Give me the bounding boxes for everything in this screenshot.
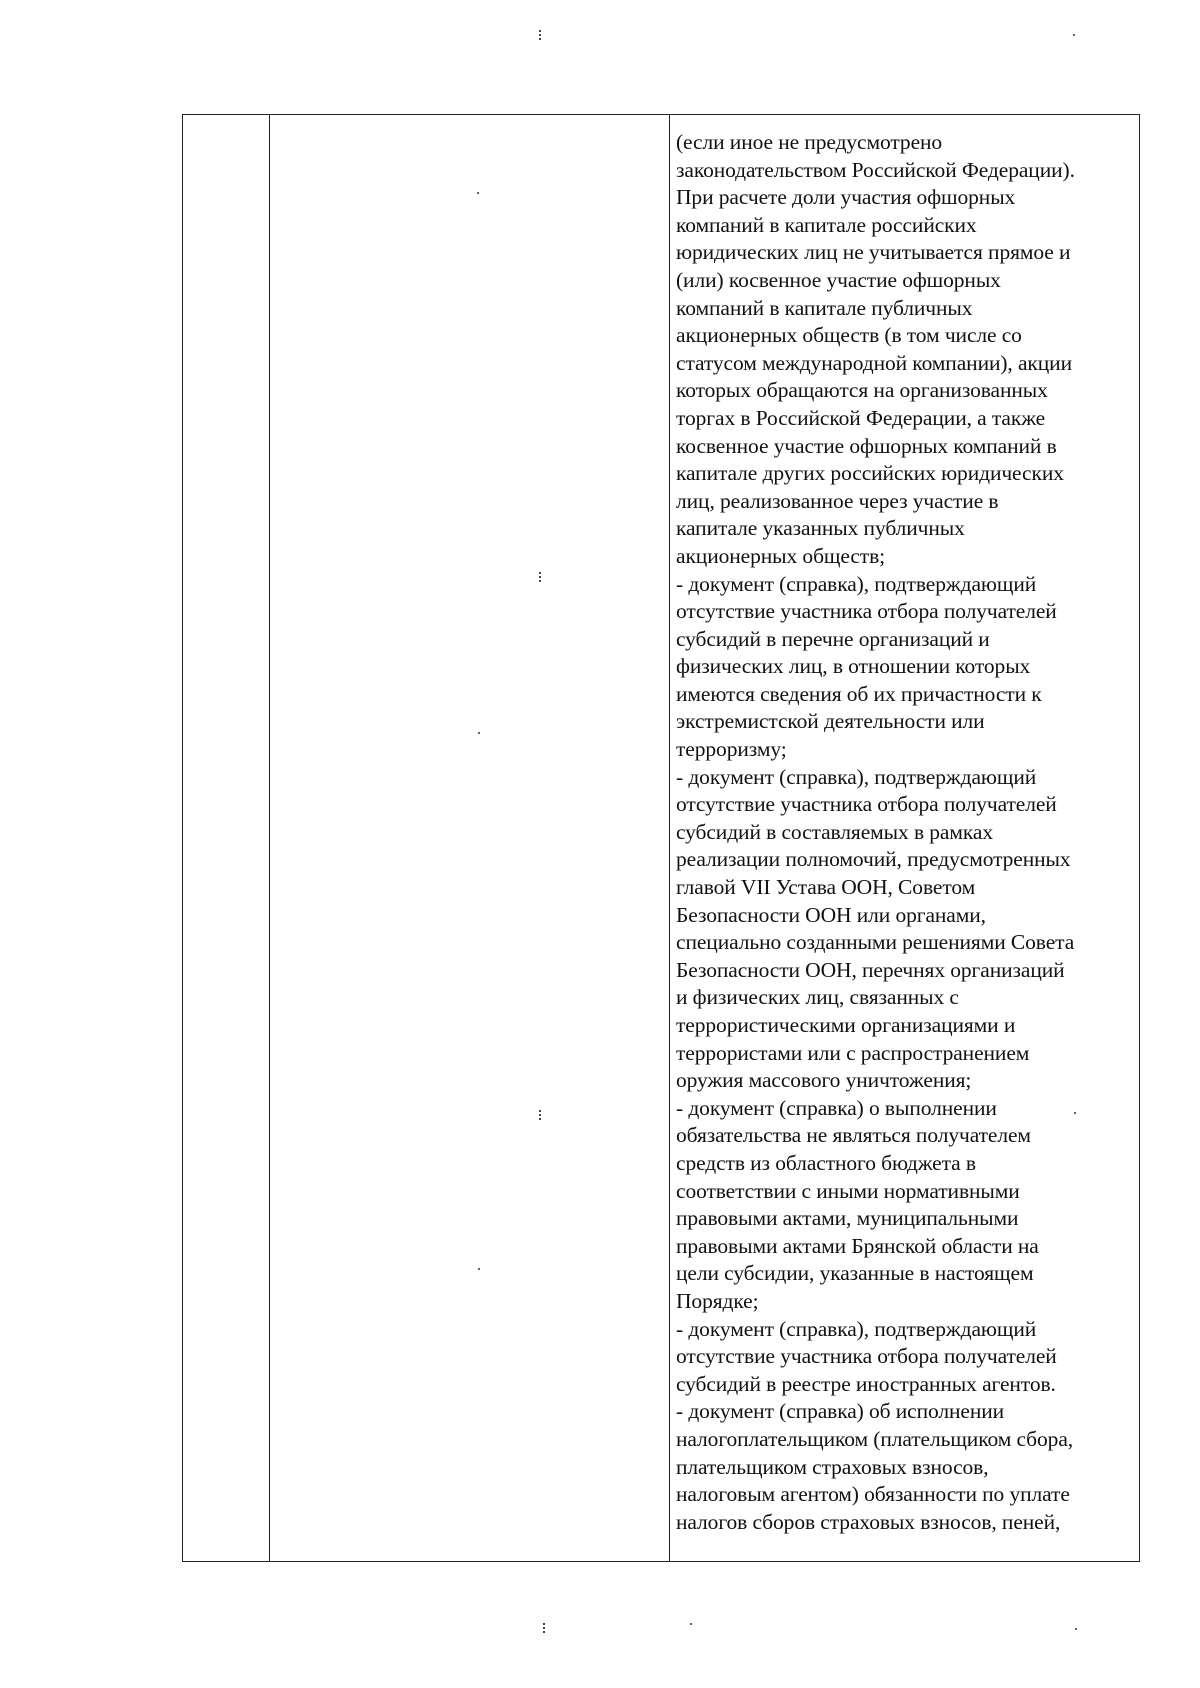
text-line: экстремистской деятельности или xyxy=(676,709,985,734)
text-line: и физических лиц, связанных с xyxy=(676,985,959,1010)
text-line: цели субсидии, указанные в настоящем xyxy=(676,1261,1034,1286)
text-line: соответствии с иными нормативными xyxy=(676,1178,1020,1203)
text-line: - документ (справка) об исполнении xyxy=(676,1399,1005,1424)
text-line: главой VII Устава ООН, Советом xyxy=(676,875,976,900)
text-line: - документ (справка), подтверждающий xyxy=(676,1316,1037,1341)
text-line: (или) косвенное участие офшорных xyxy=(676,267,1001,292)
text-line: реализации полномочий, предусмотренных xyxy=(676,847,1071,872)
text-line: капитале других российских юридических xyxy=(676,461,1064,486)
text-line: физических лиц, в отношении которых xyxy=(676,654,1031,679)
text-line: субсидий в перечне организаций и xyxy=(676,626,990,651)
text-line: террористическими организациями и xyxy=(676,1013,1016,1037)
text-line: терроризму; xyxy=(676,737,787,762)
text-line: - документ (справка), подтверждающий xyxy=(676,571,1037,596)
table-column-divider xyxy=(269,115,270,1561)
text-line: имеются сведения об их причастности к xyxy=(676,681,1042,706)
text-line: акционерных обществ (в том числе со xyxy=(676,323,1022,348)
text-line: - документ (справка), подтверждающий xyxy=(676,764,1037,789)
table-column-divider xyxy=(669,115,670,1561)
text-line: лиц, реализованное через участие в xyxy=(676,488,999,513)
text-line: средств из областного бюджета в xyxy=(676,1150,976,1175)
text-line: которых обращаются на организованных xyxy=(676,378,1048,403)
table-cell-text xyxy=(676,129,1136,1536)
document-table xyxy=(182,114,1140,1562)
text-line: статусом международной компании), акции xyxy=(676,350,1072,375)
text-line: оружия массового уничтожения; xyxy=(676,1068,972,1093)
scan-speck xyxy=(539,30,543,40)
text-line: плательщиком страховых взносов, xyxy=(676,1454,989,1479)
text-line: Безопасности ООН, перечнях организаций xyxy=(676,957,1065,982)
text-line: компаний в капитале российских xyxy=(676,212,977,237)
text-line: юридических лиц не учитывается прямое и xyxy=(676,240,1071,265)
text-line: Порядке; xyxy=(676,1288,759,1313)
text-line: отсутствие участника отбора получателей xyxy=(676,1344,1057,1369)
text-line: косвенное участие офшорных компаний в xyxy=(676,433,1057,458)
text-line: террористами или с распространением xyxy=(676,1040,1030,1065)
scan-speck xyxy=(1075,1628,1077,1630)
text-line: капитале указанных публичных xyxy=(676,516,965,541)
text-line: отсутствие участника отбора получателей xyxy=(676,599,1057,624)
text-line: законодательством Российской Федерации). xyxy=(676,157,1075,182)
text-line: специально созданными решениями Совета xyxy=(676,930,1075,955)
scan-speck xyxy=(1073,34,1075,36)
text-line: налоговым агентом) обязанности по уплате xyxy=(676,1482,1070,1507)
text-line: При расчете доли участия офшорных xyxy=(676,185,1016,210)
text-line: торгах в Российской Федерации, а также xyxy=(676,405,1046,430)
scan-speck xyxy=(543,1623,547,1633)
text-line: акционерных обществ; xyxy=(676,543,886,568)
text-line: субсидий в реестре иностранных агентов. xyxy=(676,1371,1056,1396)
text-line: налогоплательщиком (плательщиком сбора, xyxy=(676,1426,1074,1451)
text-line: отсутствие участника отбора получателей xyxy=(676,792,1057,817)
text-line: субсидий в составляемых в рамках xyxy=(676,819,993,844)
text-line: (если иное не предусмотрено xyxy=(676,130,943,154)
text-line: обязательства не являться получателем xyxy=(676,1123,1031,1148)
text-line: налогов сборов страховых взносов, пеней, xyxy=(676,1509,1061,1534)
text-line: Безопасности ООН или органами, xyxy=(676,902,986,927)
text-line: компаний в капитале публичных xyxy=(676,295,973,320)
text-line: - документ (справка) о выполнении xyxy=(676,1095,997,1120)
text-line: правовыми актами Брянской области на xyxy=(676,1233,1039,1258)
scan-speck xyxy=(690,1623,692,1625)
text-line: правовыми актами, муниципальными xyxy=(676,1206,1019,1231)
